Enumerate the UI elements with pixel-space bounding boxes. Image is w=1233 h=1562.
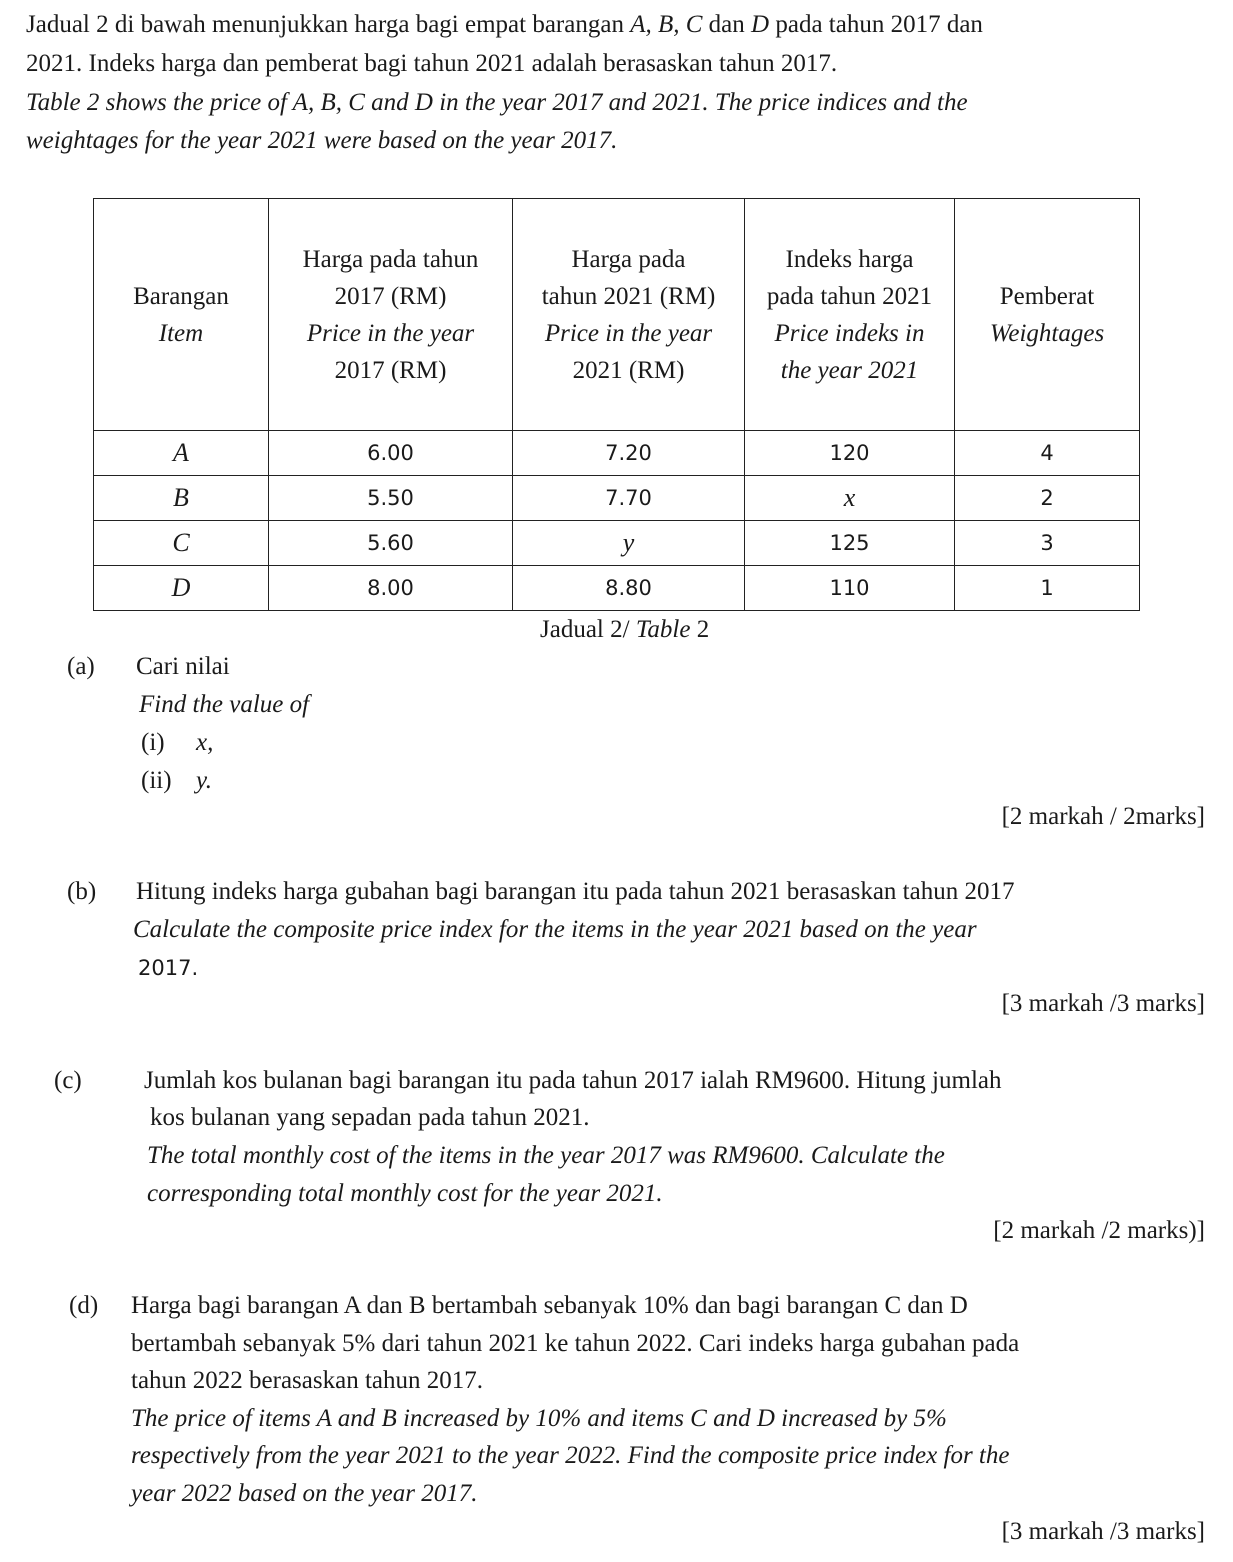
question-b-en-line-1: Calculate the composite price index for the items in the year 2021 based on the year bbox=[133, 916, 977, 943]
question-c-marks: [2 markah /2 marks)] bbox=[993, 1217, 1205, 1244]
cell-item: A bbox=[94, 431, 269, 476]
table-header-row bbox=[94, 199, 1140, 431]
intro-en-line-1: Table 2 shows the price of A, B, C and D in the year 2017 and 2021. The price indices and the bbox=[26, 89, 968, 116]
table-row bbox=[94, 431, 1140, 476]
question-c-ms-line-2: kos bulanan yang sepadan pada tahun 2021. bbox=[150, 1104, 590, 1131]
cell-price-2021: 7.70 bbox=[513, 476, 745, 521]
question-d-en-line-1: The price of items A and B increased by 10% and items C and D increased by 5% bbox=[131, 1405, 947, 1432]
cell-weight: 4 bbox=[955, 431, 1140, 476]
cell-item: B bbox=[94, 476, 269, 521]
cell-price-2017: 8.00 bbox=[269, 566, 513, 611]
table-row bbox=[94, 566, 1140, 611]
question-c-en-line-1: The total monthly cost of the items in the year 2017 was RM9600. Calculate the bbox=[147, 1142, 945, 1169]
cell-weight: 2 bbox=[955, 476, 1140, 521]
question-b-marks: [3 markah /3 marks] bbox=[1001, 990, 1205, 1017]
table-row bbox=[94, 521, 1140, 566]
cell-weight: 3 bbox=[955, 521, 1140, 566]
question-a-ms: Cari nilai bbox=[136, 653, 230, 680]
question-d-en-line-3: year 2022 based on the year 2017. bbox=[131, 1480, 478, 1507]
cell-index: x bbox=[745, 476, 955, 521]
intro-ms-items: A, B, C bbox=[630, 11, 703, 38]
question-b-label: (b) bbox=[67, 878, 97, 905]
question-d-label: (d) bbox=[69, 1292, 99, 1319]
cell-price-2021: y bbox=[513, 521, 745, 566]
intro-en-line-2: weightages for the year 2021 were based on the year 2017. bbox=[26, 127, 618, 154]
table-caption: Jadual 2/ Table 2 bbox=[540, 616, 710, 643]
cell-price-2021: 7.20 bbox=[513, 431, 745, 476]
header-price-2017: Harga pada tahun 2017 (RM) Price in the year 2017 (RM) bbox=[269, 199, 513, 431]
cell-price-2021: 8.80 bbox=[513, 566, 745, 611]
question-c-ms-line-1: Jumlah kos bulanan bagi barangan itu pada tahun 2017 ialah RM9600. Hitung jumlah bbox=[144, 1067, 1002, 1094]
intro-ms-line-2: 2021. Indeks harga dan pemberat bagi tahun 2021 adalah berasaskan tahun 2017. bbox=[26, 50, 838, 77]
question-b-ms: Hitung indeks harga gubahan bagi barangan itu pada tahun 2021 berasaskan tahun 2017 bbox=[136, 878, 1015, 905]
cell-weight: 1 bbox=[955, 566, 1140, 611]
question-a-en: Find the value of bbox=[139, 691, 310, 718]
question-d-en-line-2: respectively from the year 2021 to the year 2022. Find the composite price index for the bbox=[131, 1442, 1010, 1469]
cell-price-2017: 6.00 bbox=[269, 431, 513, 476]
intro-ms-text: Jadual 2 di bawah menunjukkan harga bagi empat barangan bbox=[26, 11, 631, 38]
cell-index: 120 bbox=[745, 431, 955, 476]
question-b-en-line-2: 2017. bbox=[138, 956, 199, 980]
cell-index: 125 bbox=[745, 521, 955, 566]
question-a-ii-label: (ii) bbox=[141, 767, 172, 794]
cell-item: C bbox=[94, 521, 269, 566]
question-a-label: (a) bbox=[67, 653, 95, 680]
question-c-en-line-2: corresponding total monthly cost for the year 2021. bbox=[147, 1180, 663, 1207]
header-price-index: Indeks harga pada tahun 2021 Price indeks in the year 2021 bbox=[745, 199, 955, 431]
cell-item: D bbox=[94, 566, 269, 611]
intro-ms-line-1 bbox=[26, 6, 983, 44]
header-price-2021: Harga pada tahun 2021 (RM) Price in the year 2021 (RM) bbox=[513, 199, 745, 431]
question-d-ms-line-2: bertambah sebanyak 5% dari tahun 2021 ke tahun 2022. Cari indeks harga gubahan pada bbox=[131, 1330, 1020, 1357]
header-item: Barangan Item bbox=[94, 199, 269, 431]
cell-index: 110 bbox=[745, 566, 955, 611]
intro-ms-text: dan bbox=[702, 11, 752, 38]
intro-ms-item-d: D bbox=[751, 11, 770, 38]
table-row bbox=[94, 476, 1140, 521]
table-2 bbox=[93, 198, 1140, 611]
question-a-marks: [2 markah / 2marks] bbox=[1001, 803, 1205, 830]
intro-ms-text: pada tahun 2017 dan bbox=[769, 11, 983, 38]
header-weightages: Pemberat Weightages bbox=[955, 199, 1140, 431]
question-d-marks: [3 markah /3 marks] bbox=[1001, 1518, 1205, 1545]
question-d-ms-line-1: Harga bagi barangan A dan B bertambah sebanyak 10% dan bagi barangan C dan D bbox=[131, 1292, 968, 1319]
question-a-ii-var: y. bbox=[196, 767, 212, 794]
cell-price-2017: 5.60 bbox=[269, 521, 513, 566]
question-a-i-label: (i) bbox=[141, 729, 165, 756]
question-d-ms-line-3: tahun 2022 berasaskan tahun 2017. bbox=[131, 1367, 484, 1394]
cell-price-2017: 5.50 bbox=[269, 476, 513, 521]
question-c-label: (c) bbox=[54, 1067, 82, 1094]
question-a-i-var: x, bbox=[196, 729, 214, 756]
